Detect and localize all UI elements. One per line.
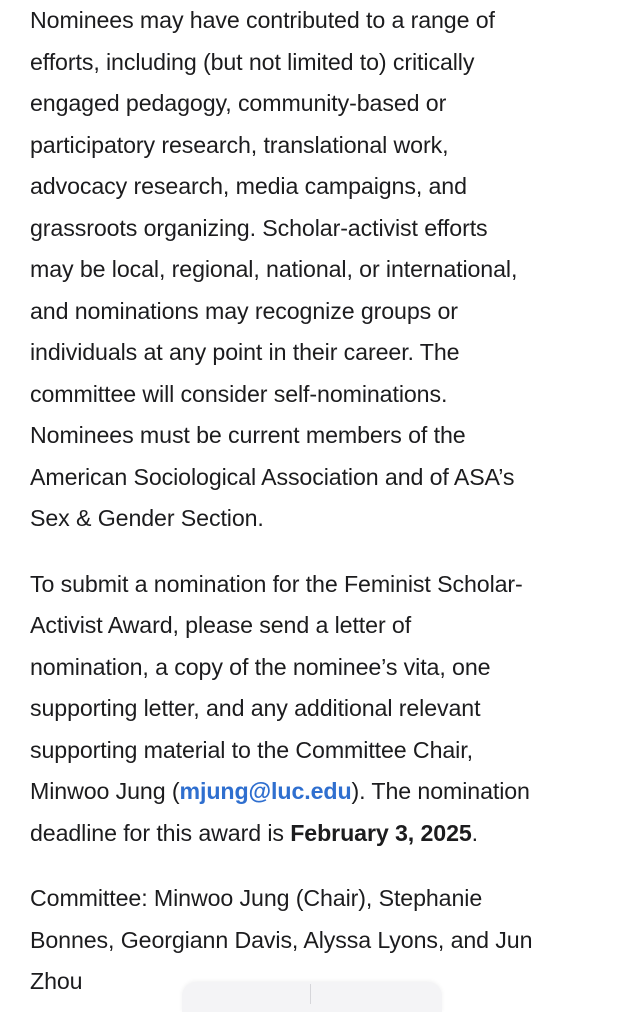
chair-email-link[interactable]: mjung@luc.edu (179, 778, 352, 804)
deadline-line (30, 813, 600, 855)
article-body (30, 0, 600, 1003)
text-line: supporting material to the Committee Chair, (30, 736, 473, 763)
nomination-text: ). The nomination (351, 778, 530, 804)
text-line: To submit a nomination for the Feminist Scholar- (30, 570, 523, 597)
text-line: and nominations may recognize groups or (30, 297, 458, 324)
text-line: Sex & Gender Section. (30, 505, 264, 531)
text-line: participatory research, translational work, (30, 131, 449, 158)
text-line: Activist Award, please send a letter of (30, 612, 412, 638)
eligibility-paragraph (30, 0, 600, 540)
text-line: nomination, a copy of the nominee’s vita, one (30, 653, 491, 680)
text-line: Nominees must be current members of the (30, 422, 466, 448)
deadline-date: February 3, 2025 (290, 819, 472, 846)
text-line: committee will consider self-nominations. (30, 380, 448, 407)
bottom-toolbar[interactable] (182, 982, 442, 1012)
text-line: American Sociological Association and of ASA’s (30, 463, 515, 490)
text-line: individuals at any point in their career. The (30, 339, 460, 365)
text-line: Committee: Minwoo Jung (Chair), Stephanie (30, 885, 483, 911)
text-line: may be local, regional, national, or international, (30, 256, 518, 282)
chair-contact-line (30, 771, 600, 813)
chair-name-text: Minwoo Jung ( (30, 778, 180, 804)
submission-paragraph (30, 564, 600, 855)
text-line: Zhou (30, 968, 83, 994)
text-line: supporting letter, and any additional relevant (30, 695, 481, 721)
text-line: Nominees may have contributed to a range of (30, 7, 495, 33)
text-line: engaged pedagogy, community-based or (30, 90, 447, 116)
deadline-period: . (471, 819, 479, 846)
text-line: advocacy research, media campaigns, and (30, 173, 467, 199)
text-line: efforts, including (but not limited to) critically (30, 48, 475, 75)
text-line: grassroots organizing. Scholar-activist efforts (30, 214, 488, 241)
text-line: Bonnes, Georgiann Davis, Alyssa Lyons, and Jun (30, 926, 533, 953)
deadline-label: deadline for this award is (30, 819, 291, 846)
toolbar-divider (310, 984, 311, 1004)
